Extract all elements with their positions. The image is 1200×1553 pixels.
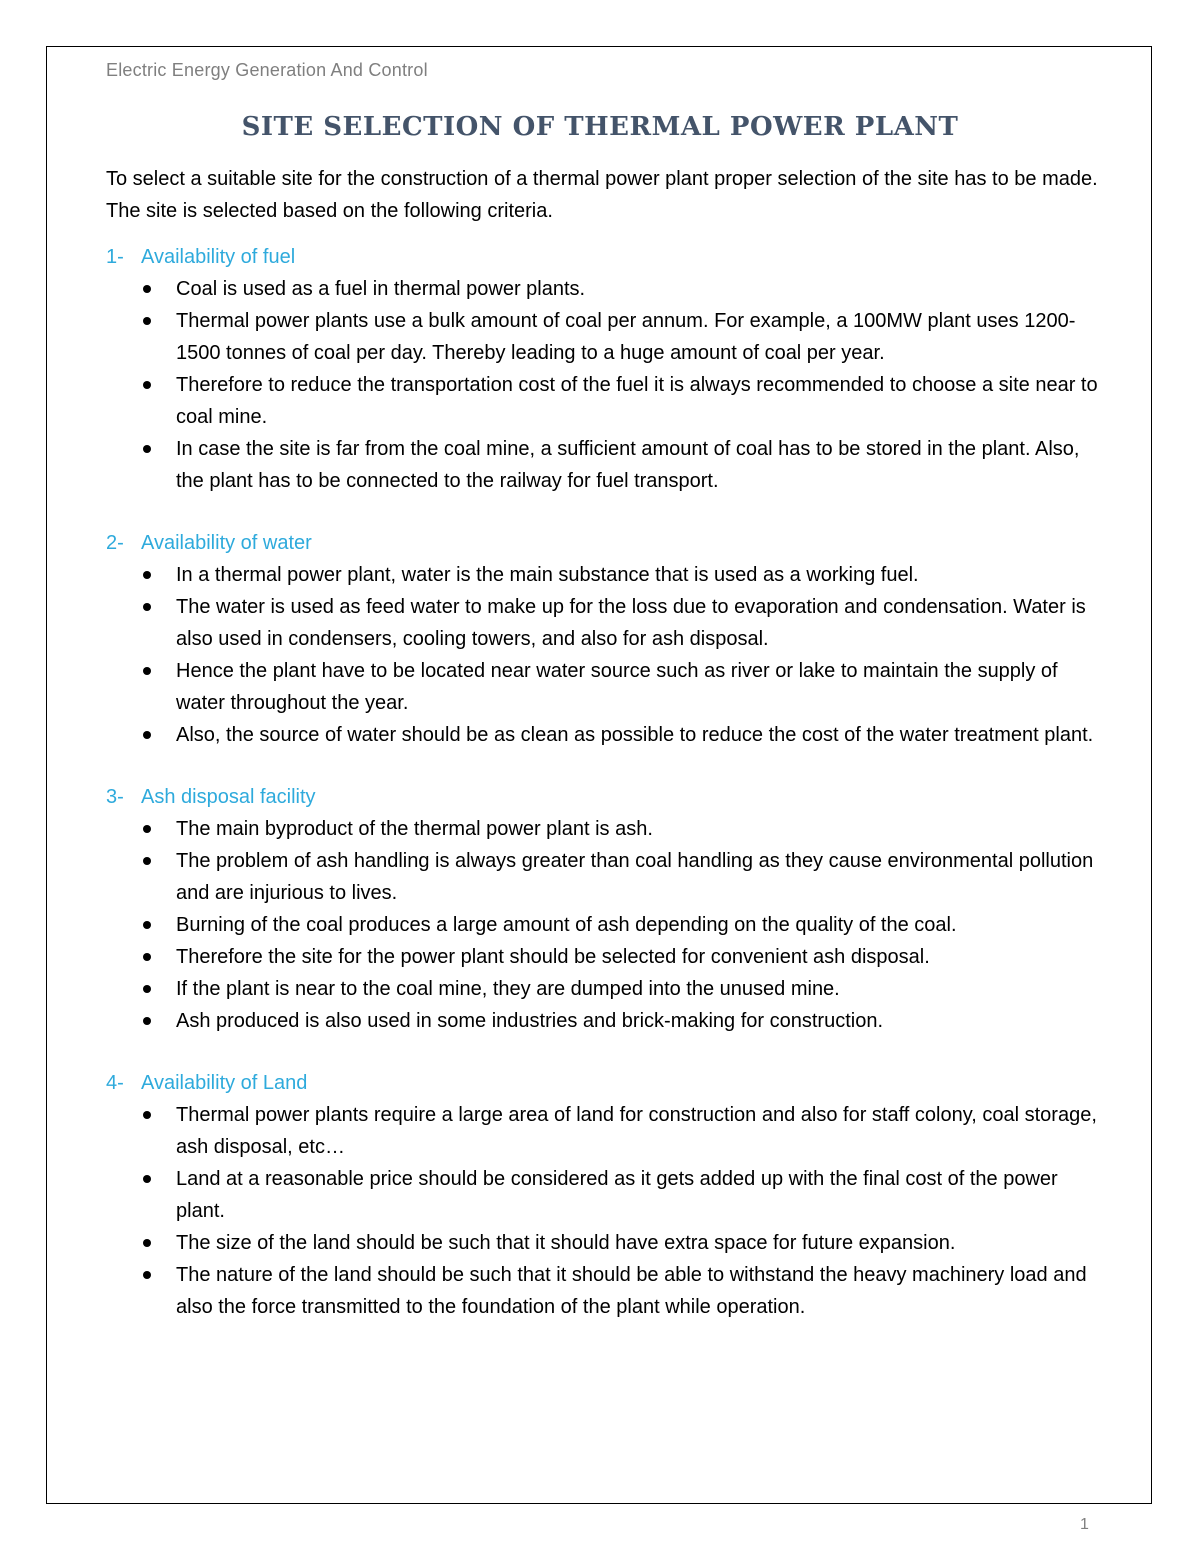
bullet-icon: [143, 667, 151, 675]
bullet-icon: [143, 445, 151, 453]
section-title: Availability of water: [141, 532, 312, 554]
list-item: [106, 433, 1106, 497]
list-item-text: Therefore the site for the power plant should be selected for convenient ash disposal.: [176, 946, 930, 968]
list-item-text: Land at a reasonable price should be considered as it gets added up with the final cost of the power plant.: [176, 1168, 1058, 1222]
section-title: Availability of fuel: [141, 246, 296, 268]
section-water: [106, 527, 1106, 751]
intro-paragraph: To select a suitable site for the construction of a thermal power plant proper selection of the site has to be made. The site is selected based on the following criteria.: [106, 168, 1098, 222]
list-item: [106, 1227, 1106, 1259]
list-item-text: Ash produced is also used in some industries and brick-making for construction.: [176, 1010, 884, 1032]
list-item: [106, 559, 1106, 591]
bullet-icon: [143, 1017, 151, 1025]
list-item: [106, 813, 1106, 845]
bullet-list: [106, 559, 1106, 751]
bullet-icon: [143, 1111, 151, 1119]
bullet-list: [106, 1099, 1106, 1323]
section-land: [106, 1067, 1106, 1323]
bullet-icon: [143, 953, 151, 961]
section-heading: [106, 527, 1106, 559]
list-item: [106, 719, 1106, 751]
list-item-text: The water is used as feed water to make up for the loss due to evaporation and condensation. Water is also used in condensers, cooling towers, and also for ash disposal.: [176, 596, 1086, 650]
bullet-list: [106, 813, 1106, 1037]
list-item: [106, 973, 1106, 1005]
bullet-icon: [143, 921, 151, 929]
list-item-text: The problem of ash handling is always greater than coal handling as they cause environmental pollution and are injurious to lives.: [176, 850, 1094, 904]
list-item-text: The nature of the land should be such that it should be able to withstand the heavy machinery load and also the force transmitted to the foundation of the plant while operation.: [176, 1264, 1087, 1318]
list-item-text: Also, the source of water should be as clean as possible to reduce the cost of the water treatment plant.: [176, 724, 1094, 746]
section-ash-disposal: [106, 781, 1106, 1037]
list-item: [106, 591, 1106, 655]
list-item: [106, 845, 1106, 909]
section-number: 4-: [106, 1072, 124, 1094]
bullet-icon: [143, 381, 151, 389]
bullet-icon: [143, 825, 151, 833]
bullet-list: [106, 273, 1106, 497]
bullet-icon: [143, 1175, 151, 1183]
page-number: 1: [1080, 1516, 1089, 1533]
list-item-text: Thermal power plants use a bulk amount of coal per annum. For example, a 100MW plant uses 1200-1500 tonnes of coal per day. Thereby leading to a huge amount of coal per year.: [176, 310, 1076, 364]
section-title: Ash disposal facility: [141, 786, 316, 808]
list-item: [106, 941, 1106, 973]
section-number: 1-: [106, 246, 124, 268]
list-item: [106, 369, 1106, 433]
bullet-icon: [143, 1271, 151, 1279]
list-item-text: Thermal power plants require a large area of land for construction and also for staff colony, coal storage, ash disposal, etc…: [176, 1104, 1097, 1158]
list-item-text: Burning of the coal produces a large amount of ash depending on the quality of the coal.: [176, 914, 957, 936]
list-item: [106, 909, 1106, 941]
list-item: [106, 1005, 1106, 1037]
list-item: [106, 1099, 1106, 1163]
section-heading: [106, 781, 1106, 813]
bullet-icon: [143, 731, 151, 739]
bullet-icon: [143, 571, 151, 579]
bullet-icon: [143, 603, 151, 611]
section-title: Availability of Land: [141, 1072, 308, 1094]
section-heading: [106, 1067, 1106, 1099]
list-item: [106, 1163, 1106, 1227]
list-item-text: The main byproduct of the thermal power plant is ash.: [176, 818, 653, 840]
section-heading: [106, 241, 1106, 273]
list-item-text: If the plant is near to the coal mine, they are dumped into the unused mine.: [176, 978, 840, 1000]
bullet-icon: [143, 857, 151, 865]
section-number: 3-: [106, 786, 124, 808]
list-item: [106, 1259, 1106, 1323]
list-item-text: In case the site is far from the coal mine, a sufficient amount of coal has to be stored in the plant. Also, the plant has to be connected to the railway for fuel transport.: [176, 438, 1080, 492]
list-item: [106, 305, 1106, 369]
list-item-text: Hence the plant have to be located near water source such as river or lake to maintain the supply of water throughout the year.: [176, 660, 1058, 714]
section-number: 2-: [106, 532, 124, 554]
list-item-text: In a thermal power plant, water is the main substance that is used as a working fuel.: [176, 564, 919, 586]
list-item-text: The size of the land should be such that it should have extra space for future expansion.: [176, 1232, 956, 1254]
list-item-text: Therefore to reduce the transportation cost of the fuel it is always recommended to choose a site near to coal mine.: [176, 374, 1098, 428]
running-header: Electric Energy Generation And Control: [106, 60, 428, 80]
list-item: [106, 655, 1106, 719]
section-fuel: [106, 241, 1106, 497]
bullet-icon: [143, 285, 151, 293]
page-title: SITE SELECTION OF THERMAL POWER PLANT: [241, 112, 959, 142]
document-body: [106, 163, 1106, 1353]
list-item: [106, 273, 1106, 305]
list-item-text: Coal is used as a fuel in thermal power plants.: [176, 278, 586, 300]
bullet-icon: [143, 985, 151, 993]
bullet-icon: [143, 1239, 151, 1247]
bullet-icon: [143, 317, 151, 325]
